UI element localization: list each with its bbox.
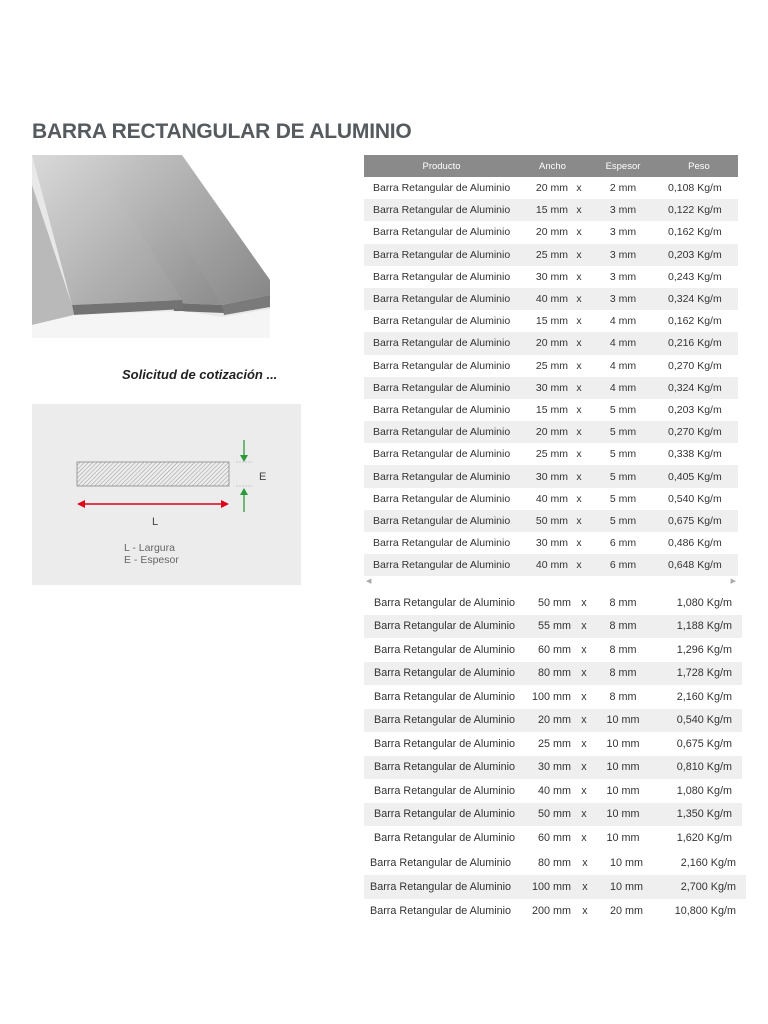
cell-x: x xyxy=(576,359,582,372)
cell-x: x xyxy=(575,709,593,733)
column-header-ancho: Ancho xyxy=(519,155,586,177)
cell-espesor: 10 mm xyxy=(593,709,653,733)
table-row xyxy=(364,421,738,443)
cell-producto: Barra Retangular de Aluminio xyxy=(364,332,519,354)
cell-producto: Barra Retangular de Aluminio xyxy=(370,857,512,869)
table-row xyxy=(364,826,742,850)
cell-peso: 0,540 Kg/m xyxy=(653,709,742,733)
cell-peso: 1,080 Kg/m xyxy=(676,596,732,609)
cell-ancho: 20 mm xyxy=(524,709,575,733)
cell-espesor: 5 mm xyxy=(609,403,637,416)
table-row xyxy=(364,709,742,733)
table-row xyxy=(364,355,738,377)
cell-espesor: 10 mm xyxy=(606,831,640,844)
table-row xyxy=(364,662,742,686)
thickness-label: E xyxy=(259,471,267,483)
column-header-peso: Peso xyxy=(660,155,738,177)
table-row xyxy=(364,756,742,780)
cell-ancho: 100 mm xyxy=(531,690,571,703)
cell-peso: 0,203 Kg/m xyxy=(660,244,738,266)
cell-x: x xyxy=(572,510,586,532)
cell-peso: 1,296 Kg/m xyxy=(676,643,732,656)
cell-espesor: 5 mm xyxy=(586,465,660,487)
cell-peso: 1,080 Kg/m xyxy=(676,784,732,797)
scroll-left-icon[interactable]: ◀ xyxy=(366,578,372,585)
cell-producto: Barra Retangular de Aluminio xyxy=(364,803,524,827)
cell-ancho: 40 mm xyxy=(538,784,571,797)
cell-producto: Barra Retangular de Aluminio xyxy=(364,288,519,310)
length-label: L xyxy=(152,516,159,528)
cell-espesor: 20 mm xyxy=(610,905,643,917)
cell-ancho: 60 mm xyxy=(538,831,571,844)
table-row xyxy=(364,199,738,221)
cell-ancho: 20 mm xyxy=(519,332,572,354)
thickness-arrow-icon xyxy=(236,440,252,512)
cell-peso: 0,122 Kg/m xyxy=(660,199,738,221)
cell-espesor: 4 mm xyxy=(586,377,660,399)
cell-ancho: 15 mm xyxy=(519,199,572,221)
cell-producto: Barra Retangular de Aluminio xyxy=(373,537,511,550)
cell-ancho: 200 mm xyxy=(531,905,571,917)
cell-espesor: 5 mm xyxy=(609,492,637,505)
cell-x: x xyxy=(581,596,587,609)
dimension-diagram xyxy=(32,404,301,585)
cell-ancho: 15 mm xyxy=(535,403,568,416)
cell-espesor: 10 mm xyxy=(593,803,653,827)
cell-x: x xyxy=(576,537,582,550)
cell-ancho: 20 mm xyxy=(535,182,568,195)
cell-producto: Barra Retangular de Aluminio xyxy=(373,492,511,505)
bar-cross-section xyxy=(77,462,229,486)
cell-x: x xyxy=(582,905,588,917)
cell-producto: Barra Retangular de Aluminio xyxy=(374,737,516,750)
cell-x: x xyxy=(575,756,593,780)
legend-item-thickness: E - Espesor xyxy=(124,554,179,566)
cell-ancho: 25 mm xyxy=(538,737,571,750)
table-row xyxy=(364,244,738,266)
cell-producto: Barra Retangular de Aluminio xyxy=(364,244,519,266)
table-row xyxy=(364,266,738,288)
cell-producto: Barra Retangular de Aluminio xyxy=(364,510,519,532)
cell-producto: Barra Retangular de Aluminio xyxy=(373,359,511,372)
cell-espesor: 3 mm xyxy=(586,199,660,221)
table-row xyxy=(364,851,746,875)
page-title: BARRA RECTANGULAR DE ALUMINIO xyxy=(32,120,412,143)
table-row xyxy=(364,443,738,465)
cell-peso: 0,270 Kg/m xyxy=(668,359,722,372)
cell-producto: Barra Retangular de Aluminio xyxy=(373,315,511,328)
cell-espesor: 5 mm xyxy=(586,421,660,443)
price-table xyxy=(364,155,738,576)
cell-x: x xyxy=(572,377,586,399)
cell-ancho: 20 mm xyxy=(535,226,568,239)
cell-espesor: 3 mm xyxy=(609,270,637,283)
table-row xyxy=(364,332,738,354)
column-header-espesor: Espesor xyxy=(586,155,660,177)
cell-producto: Barra Retangular de Aluminio xyxy=(373,270,511,283)
cell-espesor: 3 mm xyxy=(586,288,660,310)
cell-espesor: 3 mm xyxy=(586,244,660,266)
cell-producto: Barra Retangular de Aluminio xyxy=(364,465,519,487)
cell-x: x xyxy=(582,857,588,869)
cell-espesor: 8 mm xyxy=(609,690,637,703)
table-row xyxy=(364,488,738,510)
cell-producto: Barra Retangular de Aluminio xyxy=(374,784,516,797)
table-row xyxy=(364,591,742,615)
cell-x: x xyxy=(575,615,593,639)
cell-ancho: 50 mm xyxy=(538,596,571,609)
cell-peso: 0,203 Kg/m xyxy=(668,403,722,416)
cell-ancho: 20 mm xyxy=(519,421,572,443)
cell-ancho: 30 mm xyxy=(535,537,568,550)
table-row xyxy=(364,875,746,899)
cell-espesor: 4 mm xyxy=(609,359,637,372)
diagram-legend xyxy=(124,542,179,566)
cell-producto: Barra Retangular de Aluminio xyxy=(364,709,524,733)
cell-producto: Barra Retangular de Aluminio xyxy=(373,403,511,416)
table-row xyxy=(364,510,738,532)
cell-peso: 0,675 Kg/m xyxy=(676,737,732,750)
cell-producto: Barra Retangular de Aluminio xyxy=(374,690,516,703)
cell-ancho: 60 mm xyxy=(538,643,571,656)
cell-producto: Barra Retangular de Aluminio xyxy=(374,831,516,844)
cell-producto: Barra Retangular de Aluminio xyxy=(373,448,511,461)
cell-espesor: 3 mm xyxy=(609,226,637,239)
cell-peso: 0,675 Kg/m xyxy=(660,510,738,532)
cell-peso: 0,108 Kg/m xyxy=(668,182,722,195)
table-row xyxy=(364,685,742,709)
cell-espesor: 8 mm xyxy=(609,643,637,656)
cell-espesor: 8 mm xyxy=(593,615,653,639)
table-row xyxy=(364,615,742,639)
cell-ancho: 80 mm xyxy=(538,857,571,869)
table-row xyxy=(364,310,738,332)
cell-espesor: 5 mm xyxy=(586,510,660,532)
cell-peso: 0,405 Kg/m xyxy=(660,465,738,487)
cell-producto: Barra Retangular de Aluminio xyxy=(373,226,511,239)
cell-ancho: 40 mm xyxy=(535,492,568,505)
cell-x: x xyxy=(572,421,586,443)
table-row xyxy=(364,399,738,421)
cell-peso: 1,188 Kg/m xyxy=(653,615,742,639)
cell-espesor: 4 mm xyxy=(609,315,637,328)
cell-ancho: 55 mm xyxy=(524,615,575,639)
cell-x: x xyxy=(572,199,586,221)
cell-x: x xyxy=(581,690,587,703)
cell-producto: Barra Retangular de Aluminio xyxy=(374,643,516,656)
cell-producto: Barra Retangular de Aluminio xyxy=(364,554,519,576)
cell-ancho: 80 mm xyxy=(524,662,575,686)
cell-espesor: 2 mm xyxy=(609,182,637,195)
cell-ancho: 40 mm xyxy=(519,288,572,310)
cell-x: x xyxy=(575,875,595,899)
table-row xyxy=(364,779,742,803)
cell-peso: 2,700 Kg/m xyxy=(658,875,746,899)
cell-ancho: 100 mm xyxy=(523,875,575,899)
length-arrow-icon xyxy=(77,500,229,508)
cell-producto: Barra Retangular de Aluminio xyxy=(374,596,516,609)
cell-espesor: 5 mm xyxy=(609,448,637,461)
cell-peso: 0,338 Kg/m xyxy=(668,448,722,461)
cell-peso: 1,728 Kg/m xyxy=(653,662,742,686)
cell-ancho: 25 mm xyxy=(535,448,568,461)
table-row xyxy=(364,288,738,310)
cell-producto: Barra Retangular de Aluminio xyxy=(370,905,512,917)
cell-peso: 2,160 Kg/m xyxy=(680,857,736,869)
cell-producto: Barra Retangular de Aluminio xyxy=(364,662,524,686)
cell-x: x xyxy=(575,803,593,827)
cell-peso: 0,162 Kg/m xyxy=(668,315,722,328)
cell-producto: Barra Retangular de Aluminio xyxy=(364,615,524,639)
cell-espesor: 10 mm xyxy=(606,784,640,797)
cell-peso: 0,486 Kg/m xyxy=(668,537,722,550)
cell-x: x xyxy=(576,182,582,195)
cell-peso: 0,243 Kg/m xyxy=(668,270,722,283)
cell-peso: 0,270 Kg/m xyxy=(660,421,738,443)
table-row xyxy=(364,532,738,554)
cell-ancho: 25 mm xyxy=(519,244,572,266)
cell-ancho: 30 mm xyxy=(519,377,572,399)
table-row xyxy=(364,803,742,827)
cell-producto: Barra Retangular de Aluminio xyxy=(373,182,511,195)
legend-item-length: L - Largura xyxy=(124,542,175,554)
cell-x: x xyxy=(572,244,586,266)
cell-x: x xyxy=(576,492,582,505)
cell-peso: 1,620 Kg/m xyxy=(676,831,732,844)
cell-ancho: 25 mm xyxy=(535,359,568,372)
product-photo xyxy=(32,155,270,338)
cell-peso: 0,216 Kg/m xyxy=(660,332,738,354)
cell-x: x xyxy=(572,332,586,354)
cell-espesor: 8 mm xyxy=(593,662,653,686)
cell-producto: Barra Retangular de Aluminio xyxy=(364,756,524,780)
cell-espesor: 10 mm xyxy=(595,875,658,899)
cell-x: x xyxy=(572,465,586,487)
cell-peso: 2,160 Kg/m xyxy=(676,690,732,703)
cell-peso: 0,324 Kg/m xyxy=(660,288,738,310)
cell-ancho: 15 mm xyxy=(535,315,568,328)
cell-peso: 0,324 Kg/m xyxy=(660,377,738,399)
cell-ancho: 30 mm xyxy=(535,270,568,283)
price-table-continued xyxy=(364,591,742,850)
cell-x: x xyxy=(581,784,587,797)
scroll-right-icon[interactable]: ▶ xyxy=(730,578,736,585)
column-header-producto: Producto xyxy=(364,155,519,177)
cell-espesor: 6 mm xyxy=(609,537,637,550)
cell-ancho: 40 mm xyxy=(519,554,572,576)
cell-x: x xyxy=(581,831,587,844)
quote-request-link[interactable]: Solicitud de cotización ... xyxy=(122,367,278,382)
cell-x: x xyxy=(572,554,586,576)
table-header-row xyxy=(364,155,738,177)
cell-ancho: 50 mm xyxy=(519,510,572,532)
cell-peso: 1,350 Kg/m xyxy=(653,803,742,827)
table-row xyxy=(364,377,738,399)
table-horizontal-scrollbar[interactable] xyxy=(364,577,738,587)
table-row xyxy=(364,177,738,199)
cell-ancho: 30 mm xyxy=(524,756,575,780)
cell-x: x xyxy=(581,737,587,750)
cell-ancho: 30 mm xyxy=(519,465,572,487)
cell-producto: Barra Retangular de Aluminio xyxy=(364,875,523,899)
cell-producto: Barra Retangular de Aluminio xyxy=(364,199,519,221)
cell-x: x xyxy=(576,448,582,461)
table-row xyxy=(364,554,738,576)
cell-espesor: 4 mm xyxy=(586,332,660,354)
cell-espesor: 10 mm xyxy=(610,857,643,869)
cell-peso: 0,810 Kg/m xyxy=(653,756,742,780)
cell-x: x xyxy=(572,288,586,310)
cell-ancho: 50 mm xyxy=(524,803,575,827)
cell-x: x xyxy=(576,226,582,239)
cell-producto: Barra Retangular de Aluminio xyxy=(364,421,519,443)
cell-peso: 0,540 Kg/m xyxy=(668,492,722,505)
cell-x: x xyxy=(581,643,587,656)
cell-espesor: 6 mm xyxy=(586,554,660,576)
cell-espesor: 8 mm xyxy=(609,596,637,609)
table-row xyxy=(364,732,742,756)
cell-peso: 10,800 Kg/m xyxy=(674,905,736,917)
cell-espesor: 10 mm xyxy=(593,756,653,780)
cell-espesor: 10 mm xyxy=(606,737,640,750)
cell-peso: 0,648 Kg/m xyxy=(660,554,738,576)
cell-x: x xyxy=(576,315,582,328)
cell-producto: Barra Retangular de Aluminio xyxy=(364,377,519,399)
table-row xyxy=(364,899,746,923)
table-row xyxy=(364,221,738,243)
cell-x: x xyxy=(575,662,593,686)
table-row xyxy=(364,465,738,487)
cell-x: x xyxy=(576,270,582,283)
cell-peso: 0,162 Kg/m xyxy=(668,226,722,239)
price-table-continued-2 xyxy=(364,851,746,923)
table-row xyxy=(364,638,742,662)
cell-x: x xyxy=(576,403,582,416)
